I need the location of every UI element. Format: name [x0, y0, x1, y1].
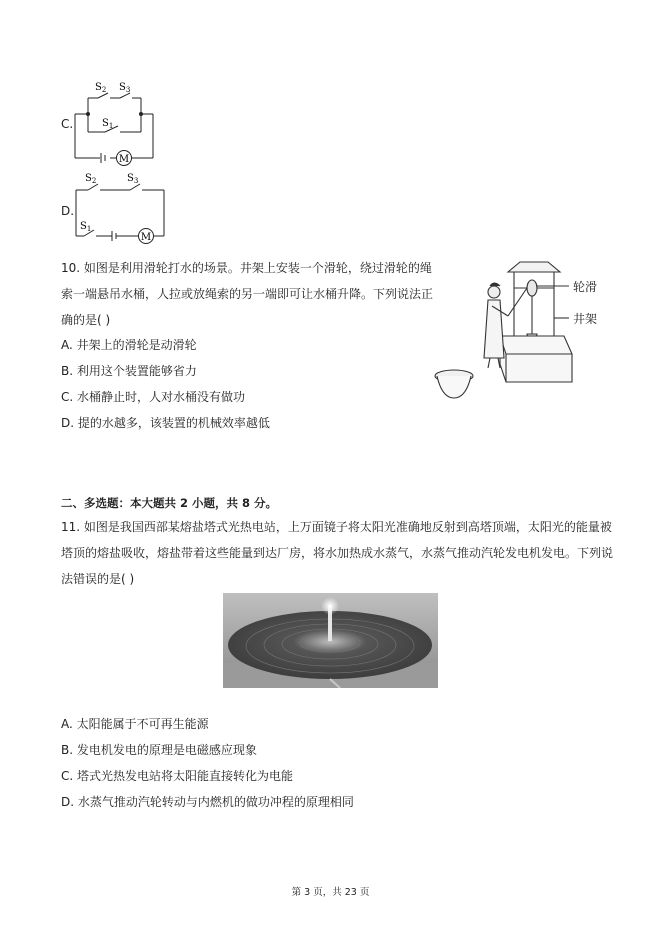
option-d-label: D.: [61, 204, 75, 218]
q10-option-b: B. 利用这个装置能够省力: [61, 364, 197, 378]
frame-label: 井架: [573, 312, 598, 326]
q11-option-d: D. 水蒸气推动汽轮转动与内燃机的做功冲程的原理相同: [61, 795, 354, 809]
q10-line-1: 10. 如图是利用滑轮打水的场景。井架上安装一个滑轮，绕过滑轮的绳: [61, 261, 432, 275]
circuit-diagram-d: [58, 172, 173, 247]
switch-s2-label-d: $S_2$: [85, 173, 97, 185]
q11-option-b: B. 发电机发电的原理是电磁感应现象: [61, 743, 257, 757]
q10-option-a: A. 井架上的滑轮是动滑轮: [61, 338, 197, 352]
circuit-d-svg: [58, 172, 173, 247]
q10-line-2: 索一端悬吊水桶，人拉或放绳索的另一端即可让水桶升降。下列说法正: [61, 287, 434, 301]
q11-option-a: A. 太阳能属于不可再生能源: [61, 717, 209, 731]
q10-line-3: 确的是( ): [61, 313, 111, 327]
motor-label-d: M: [140, 232, 152, 243]
q10-option-d: D. 提的水越多，该装置的机械效率越低: [61, 416, 270, 430]
solar-power-station-photo: [223, 593, 438, 688]
solar-photo-svg: [223, 593, 438, 688]
q11-option-c: C. 塔式光热发电站将太阳能直接转化为电能: [61, 769, 294, 783]
q11-line-1: 11. 如图是我国西部某熔盐塔式光热电站，上万面镜子将太阳光准确地反射到高塔顶端，太阳光的能量被: [61, 520, 612, 534]
option-c-label: C.: [61, 117, 74, 131]
q11-line-2: 塔顶的熔盐吸收，熔盐带着这些能量到达厂房，将水加热成水蒸气，水蒸气推动汽轮发电机发电。下列说: [61, 546, 614, 560]
q11-line-3: 法错误的是( ): [61, 572, 135, 586]
circuit-c-svg: [58, 76, 168, 166]
circuit-diagram-c: [58, 76, 168, 166]
page-footer: 第 3 页，共 23 页: [291, 887, 370, 898]
q10-option-c: C. 水桶静止时，人对水桶没有做功: [61, 390, 246, 404]
motor-label-c: M: [118, 154, 130, 165]
section-heading: 二、多选题：本大题共 2 小题，共 8 分。: [61, 496, 278, 510]
switch-s2-label-c: $S_2$: [95, 82, 107, 94]
switch-s3-label-d: $S_3$: [127, 173, 139, 185]
switch-s1-label-c: $S_1$: [102, 118, 114, 130]
switch-s3-label-c: $S_3$: [119, 82, 131, 94]
switch-s1-label-d: $S_1$: [80, 221, 92, 233]
pulley-label: 轮滑: [573, 280, 598, 294]
